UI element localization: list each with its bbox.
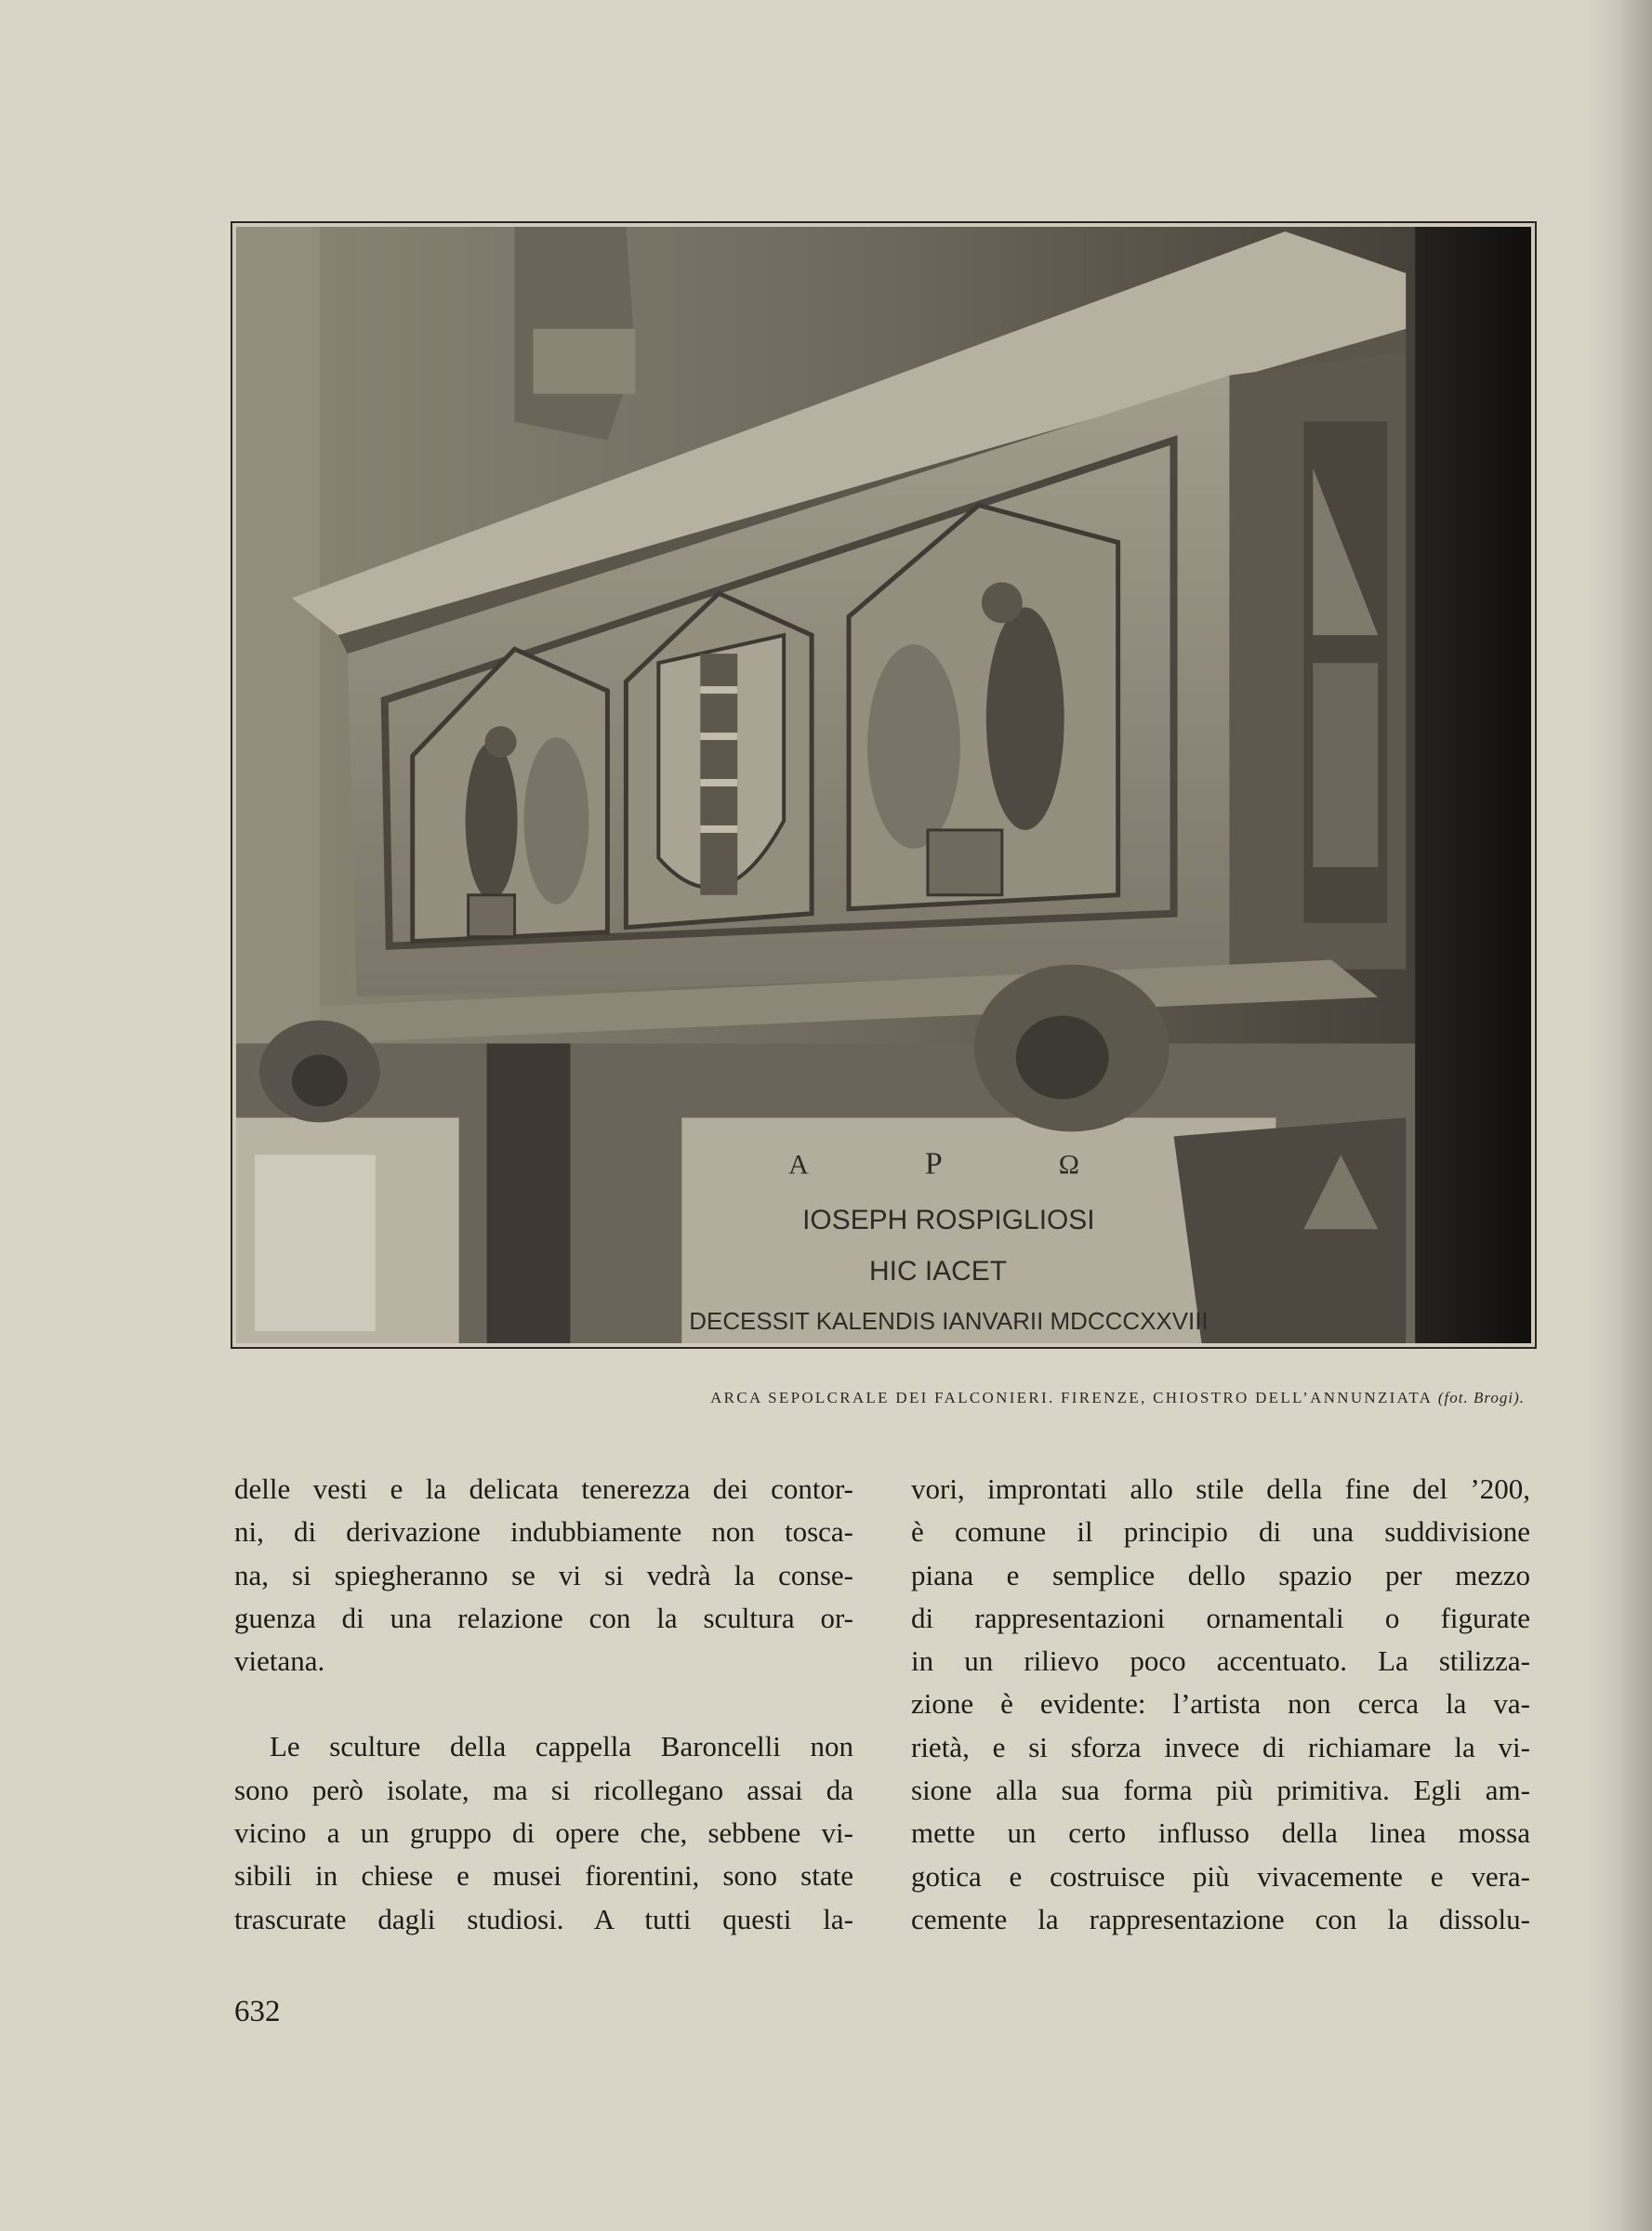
text-line: delle vesti e la delicata tenerezza dei contor- [234,1472,853,1505]
caption-text: ARCA SEPOLCRALE DEI FALCONIERI. FIRENZE, CHIOSTRO DELL’ANNUNZIATA [710,1389,1433,1406]
inscription-alpha: A [788,1149,809,1181]
inscription-line-1: IOSEPH ROSPIGLIOSI [802,1205,1095,1236]
text-line: piana e semplice dello spazio per mezzo [911,1558,1530,1591]
text-line: sono però isolate, ma si ricollegano assai da [234,1773,853,1806]
figure-photograph [231,221,1537,1349]
text-line: è comune il principio di una suddivisione [911,1515,1530,1549]
text-line: ni, di derivazione indubbiamente non tosca- [234,1515,853,1549]
text-line: trascurate dagli studiosi. A tutti questi la- [234,1902,853,1935]
page-number: 632 [234,1995,281,2028]
text-line: cemente la rappresentazione con la dissolu- [911,1902,1530,1935]
text-column-left [234,1468,853,1941]
text-line: Le sculture della cappella Baroncelli non [270,1730,853,1763]
text-line: rietà, e si sforza invece di richiamare la vi- [911,1730,1530,1763]
inscription-line-2: HIC IACET [869,1256,1008,1287]
text-line: gotica e costruisce più vivacemente e vera- [911,1859,1530,1893]
inscription-omega: Ω [1058,1149,1079,1181]
text-line: vietana. [234,1644,325,1678]
text-line: sione alla sua forma più primitiva. Egli am- [911,1774,1530,1807]
text-line: sibili in chiese e musei fiorentini, sono state [234,1859,853,1893]
text-column-right [911,1468,1530,1941]
paragraph-gap [234,1683,853,1725]
text-line: in un rilievo poco accentuato. La stilizza- [911,1644,1530,1678]
text-line: mette un certo influsso della linea mossa [911,1816,1530,1850]
sarcophagus-photo [236,227,1531,1343]
inscription-line-3: DECESSIT KALENDIS IANVARII MDCCCXXVIII [689,1309,1209,1336]
text-line: vicino a un gruppo di opere che, sebbene vi- [234,1816,853,1850]
text-line: zione è evidente: l’artista non cerca la va- [911,1687,1530,1721]
text-line: na, si spiegheranno se vi si vedrà la conse- [234,1558,853,1591]
text-line: guenza di una relazione con la scultura or- [234,1601,853,1634]
inscription-chi-rho: P [924,1146,943,1182]
page-edge-shadow [1587,0,1652,2231]
text-line: di rappresentazioni ornamentali o figurate [911,1601,1530,1634]
figure-caption [231,1389,1525,1407]
text-line: vori, improntati allo stile della fine del ’200, [911,1472,1530,1505]
caption-credit: (fot. Brogi). [1437,1389,1525,1406]
